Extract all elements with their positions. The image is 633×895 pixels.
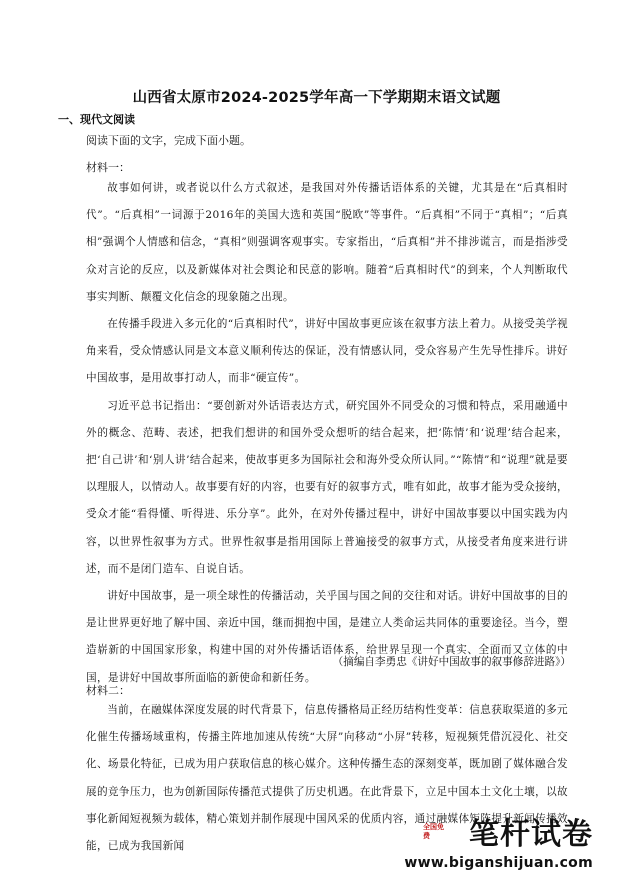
watermark-url: www.biganshijuan.com	[404, 855, 593, 871]
material-2-label: 材料二：	[86, 684, 130, 697]
watermark-logo	[404, 817, 593, 877]
section-heading: 一、现代文阅读	[58, 113, 135, 126]
material-1-body	[86, 175, 568, 692]
material-1-paragraph: 讲好中国故事，是一项全球性的传播活动，关乎国与国之间的交往和对话。讲好中国故事的目的是让世界更好地了解中国、亲近中国，继而拥抱中国，是建立人类命运共同体的重要途径。当今，塑造崭新的中国国家形象，构建中国的对外传播话语体系，给世界呈现一个真实、全面而又立体的中国，是讲好中国故事所面临的新使命和新任务。	[86, 590, 568, 684]
watermark-tag: 全国免费	[423, 823, 444, 840]
material-1-paragraph: 习近平总书记指出：“要创新对外话语表达方式，研究国外不同受众的习惯和特点，采用融通中外的概念、范畴、表述，把我们想讲的和国外受众想听的结合起来，把‘陈情’和‘说理’结合起来，把‘自己讲’和‘别人讲’结合起来，使故事更多为国际社会和海外受众所认同。”“陈情”和“说理”就是要以理服人，以情动人。故事要有好的内容，也要有好的叙事方式，唯有如此，故事才能为受众接纳，受众才能“看得懂、听得进、乐分享”。此外，在对外传播过程中，讲好中国故事要以中国实践为内容，以世界性叙事为方式。世界性叙事是指用国际上普遍接受的叙事方式，从接受者角度来进行讲述，而不是闭门造车、自说自话。	[86, 399, 568, 575]
watermark-brand: 笔杆试卷	[469, 817, 593, 852]
material-1-paragraph: 在传播手段进入多元化的“后真相时代”，讲好中国故事更应该在叙事方法上着力。从接受美学视角来看，受众情感认同是文本意义顺利传达的保证，没有情感认同，受众容易产生先导性排斥。讲好中国故事，是用故事打动人，而非“硬宣传”。	[86, 318, 568, 385]
material-1-paragraph: 故事如何讲，或者说以什么方式叙述，是我国对外传播话语体系的关键，尤其是在“后真相时代”。“后真相”一词源于2016年的美国大选和英国“脱欧”等事件。“后真相”不同于“真相”；“后真相”强调个人情感和信念，“真相”则强调客观事实。专家指出，“后真相”并不排涉谎言，而是指涉受众对言论的反应，以及新媒体对社会舆论和民意的影响。随着“后真相时代”的到来，个人判断取代事实判断、颠覆文化信念的现象随之出现。	[86, 182, 568, 303]
page-title: 山西省太原市2024-2025学年高一下学期期末语文试题	[132, 90, 501, 106]
material-1-label: 材料一：	[86, 161, 130, 174]
reading-instruction: 阅读下面的文字，完成下面小题。	[86, 134, 251, 147]
material-1-source: （摘编自李勇忠《讲好中国故事的叙事修辞进路》）	[332, 656, 571, 668]
material-2-paragraph: 当前，在融媒体深度发展的时代背景下，信息传播格局正经历结构性变革：信息获取渠道的多元化催生传播场域重构，传播主阵地加速从传统“大屏”向移动“小屏”转移，短视频凭借沉浸化、社交化、场景化特征，已成为用户获取信息的核心媒介。这种传播生态的深刻变革，既加剧了媒体融合发展的竞争压力，也为创新国际传播范式提供了历史机遇。在此背景下，立足中国本土文化土壤，以故事化新闻短视频为载体，精心策划并制作展现中国风采的优质内容，通过融媒体矩阵提升新闻传播效能，已成为我国新闻	[86, 704, 568, 853]
